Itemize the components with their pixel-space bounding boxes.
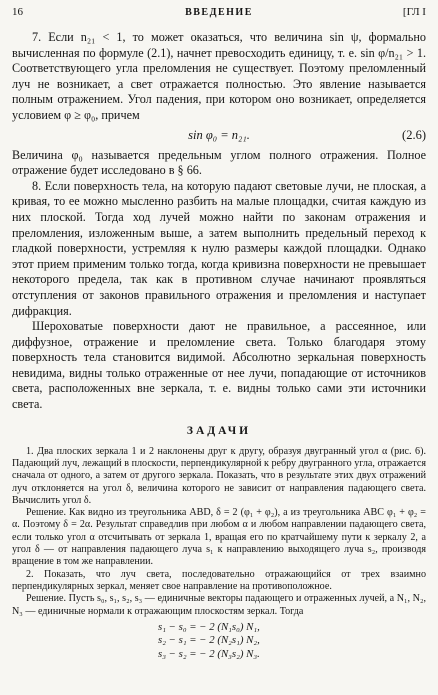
task-2: 2. Показать, что луч света, последовательно отражающийся от трех взаимно перпендикулярных зеркал, меняет свое направление на противоположное. <box>12 568 426 592</box>
equation-number: (2.6) <box>402 127 426 142</box>
main-text <box>12 30 426 413</box>
page-number: 16 <box>12 6 23 18</box>
solution-1: Решение. Как видно из треугольника ABD, δ = 2 (φ₁ + φ₂), а из треугольника ABC φ₁ + φ₂ = α. Поэтому δ = 2α. Результат справедлив при любом α и любом направлении падающего света, если только угол α отсчитывать от зеркала 1, вращая его по кратчайшему пути к зеркалу 2, а угол δ — от направления падающего луча s₁ к направлению выходящего луча s₂, производя вращение в том же направлении. <box>12 507 426 568</box>
section-title: ВВЕДЕНИЕ <box>185 7 253 18</box>
equation-2-6 <box>12 125 426 145</box>
equation-line: s₂ − s₁ = − 2 (N₂s₁) N₂, <box>158 634 260 647</box>
tasks-section <box>12 446 426 662</box>
equation-line: s₁ − s₀ = − 2 (N₁s₀) N₁, <box>158 620 260 633</box>
tasks-heading: ЗАДАЧИ <box>186 424 252 437</box>
running-header <box>12 6 426 20</box>
equation-body: sin φ₀ = n₂₁. <box>188 127 250 142</box>
paragraph-rough-surfaces: Шероховатые поверхности дают не правильное, а рассеянное, или диффузное, отражение и преломление света. Только благодаря этому поверхность тела становится видимой. Абсолютно зеркальная поверхность невидима, видны только отраженные от нее лучи, попадающие от источников света, расположенных вне зеркала, т. е. видны только сами эти источники света. <box>12 319 426 412</box>
task-1: 1. Два плоских зеркала 1 и 2 наклонены друг к другу, образуя двугранный угол α (рис. 6). Падающий луч, лежащий в плоскости, перпендикулярной к ребру двугранного угла, отражается сначала от одного, а затем от другого зеркала. Показать, что в результате этих двух отражений луч отклоняется на угол δ, величина которого не зависит от направления падающего света. Вычислить угол δ. <box>12 445 427 506</box>
solution-2: Решение. Пусть s₀, s₁, s₂, s₃ — единичные векторы падающего и отраженных лучей, а N₁, N₂, N₃ — единичные нормали к отражающим плоскостям зеркал. Тогда <box>12 593 426 617</box>
paragraph-7-continued: Величина φ₀ называется предельным углом полного отражения. Полное отражение будет исследовано в § 66. <box>12 147 426 178</box>
paragraph-8: 8. Если поверхность тела, на которую падают световые лучи, не плоская, а кривая, то ее можно мысленно разбить на малые площадки, считая каждую из них плоской. Тогда ход лучей можно найти по законам отражения и преломления, изложенным выше, а затем выполнить предельный переход к гладкой поверхности, устремляя к нулю размеры каждой площадки. Однако этот прием применим только тогда, когда кривизна поверхности не превышает некоторого предела, так как в противном случае начинают проявляться отступления от законов правильного отражения и преломления и наступает дифракция. <box>12 178 426 318</box>
equation-system <box>158 621 426 662</box>
paragraph-7: 7. Если n₂₁ < 1, то может оказаться, что величина sin ψ, формально вычисленная по формуле (2.1), начнет превосходить единицу, т. е. sin φ/n₂₁ > 1. Соответствующего угла преломления не существует. Поэтому преломленный луч не возникает, а свет отражается полностью. Это явление называется полным отражением. Угол падения, при котором оно возникает, определяется условием φ ≥ φ₀, причем <box>12 30 426 122</box>
chapter-label: [ГЛ I <box>402 6 426 18</box>
equation-line: s₃ − s₂ = − 2 (N₃s₂) N₃. <box>158 647 260 660</box>
